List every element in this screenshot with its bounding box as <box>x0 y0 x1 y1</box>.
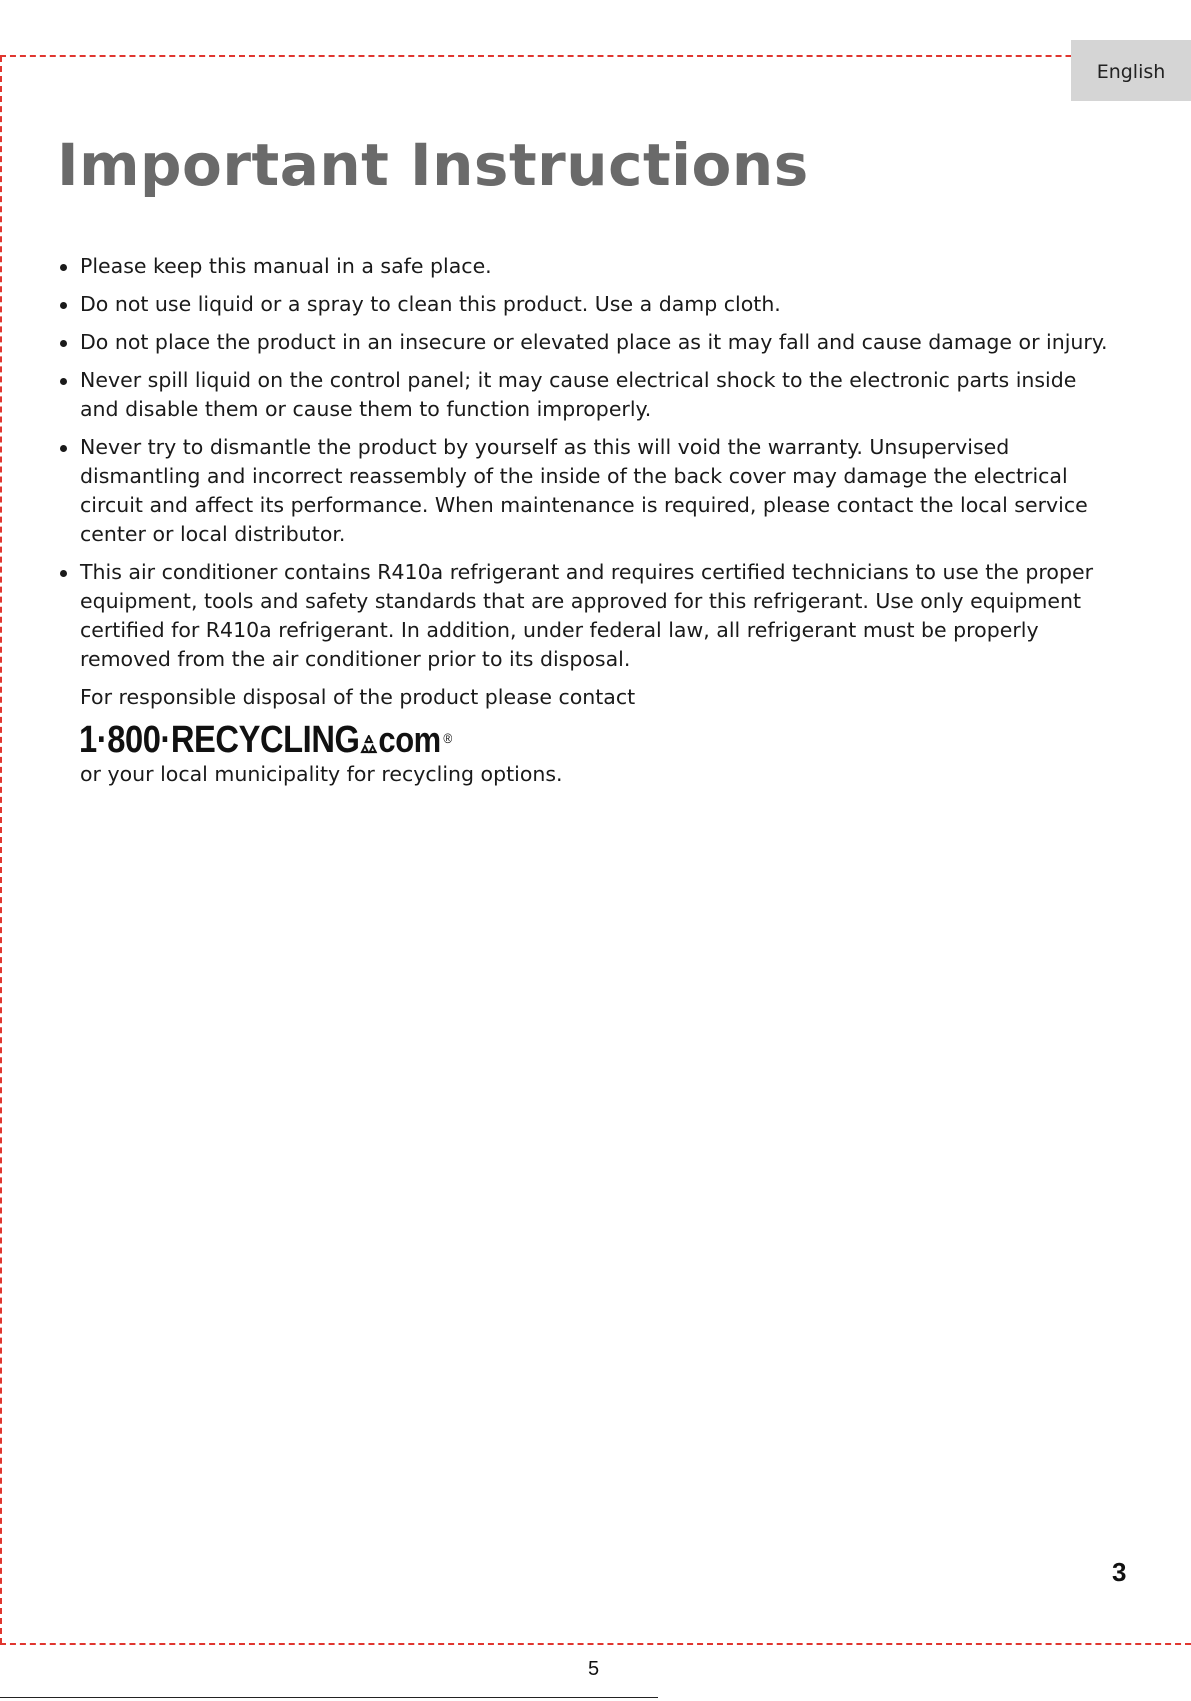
instruction-item <box>57 558 1117 674</box>
instruction-text: Never spill liquid on the control panel; it may cause electrical shock to the electronic parts inside and disable them or cause them to function improperly. <box>80 368 1077 421</box>
instruction-item <box>57 252 1117 281</box>
bullet-icon <box>60 570 67 577</box>
page-number: 3 <box>1112 1557 1127 1587</box>
bullet-icon <box>60 264 67 271</box>
instruction-item <box>57 328 1117 357</box>
bullet-icon <box>60 378 67 385</box>
instruction-text: This air conditioner contains R410a refrigerant and requires certified technicians to use the proper equipment, tools and safety standards that are approved for this refrigerant. Use only equipment certified for R410a refrigerant. In addition, under federal law, all refrigerant must be properly removed from the air conditioner prior to its disposal. <box>80 560 1094 671</box>
trim-line-left <box>0 56 2 1644</box>
bullet-icon <box>60 302 67 309</box>
instruction-text: Please keep this manual in a safe place. <box>80 254 492 278</box>
bullet-icon <box>60 445 67 452</box>
language-label: English <box>1096 60 1166 83</box>
trim-line-bottom <box>0 1643 1191 1645</box>
instruction-item <box>57 433 1117 549</box>
disposal-intro: For responsible disposal of the product please contact <box>80 685 636 709</box>
instruction-list <box>57 252 1117 674</box>
sheet-number: 5 <box>588 1658 600 1680</box>
page-title: Important Instructions <box>57 131 809 199</box>
trim-line-top <box>0 55 1191 57</box>
bottom-rule <box>0 1697 658 1698</box>
recycling-logo-suffix: com <box>378 719 441 760</box>
instruction-item <box>57 366 1117 424</box>
instruction-text: Never try to dismantle the product by yourself as this will void the warranty. Unsupervised dismantling and incorrect reassembly of the inside of the back cover may damage the electrical circuit and affect its performance. When maintenance is required, please contact the local service center or local distributor. <box>80 435 1088 546</box>
recycling-logo <box>79 716 972 760</box>
recycling-logo-main: 1·800·RECYCLING <box>79 719 360 761</box>
instruction-item <box>57 290 1117 319</box>
recycle-icon <box>360 735 377 754</box>
registered-mark: ® <box>443 730 452 746</box>
instruction-text: Do not use liquid or a spray to clean this product. Use a damp cloth. <box>80 292 781 316</box>
instruction-text: Do not place the product in an insecure or elevated place as it may fall and cause damage or injury. <box>80 330 1108 354</box>
bullet-icon <box>60 340 67 347</box>
language-tab <box>1071 40 1191 101</box>
disposal-outro: or your local municipality for recycling options. <box>80 762 563 786</box>
instructions-content <box>57 252 1117 789</box>
